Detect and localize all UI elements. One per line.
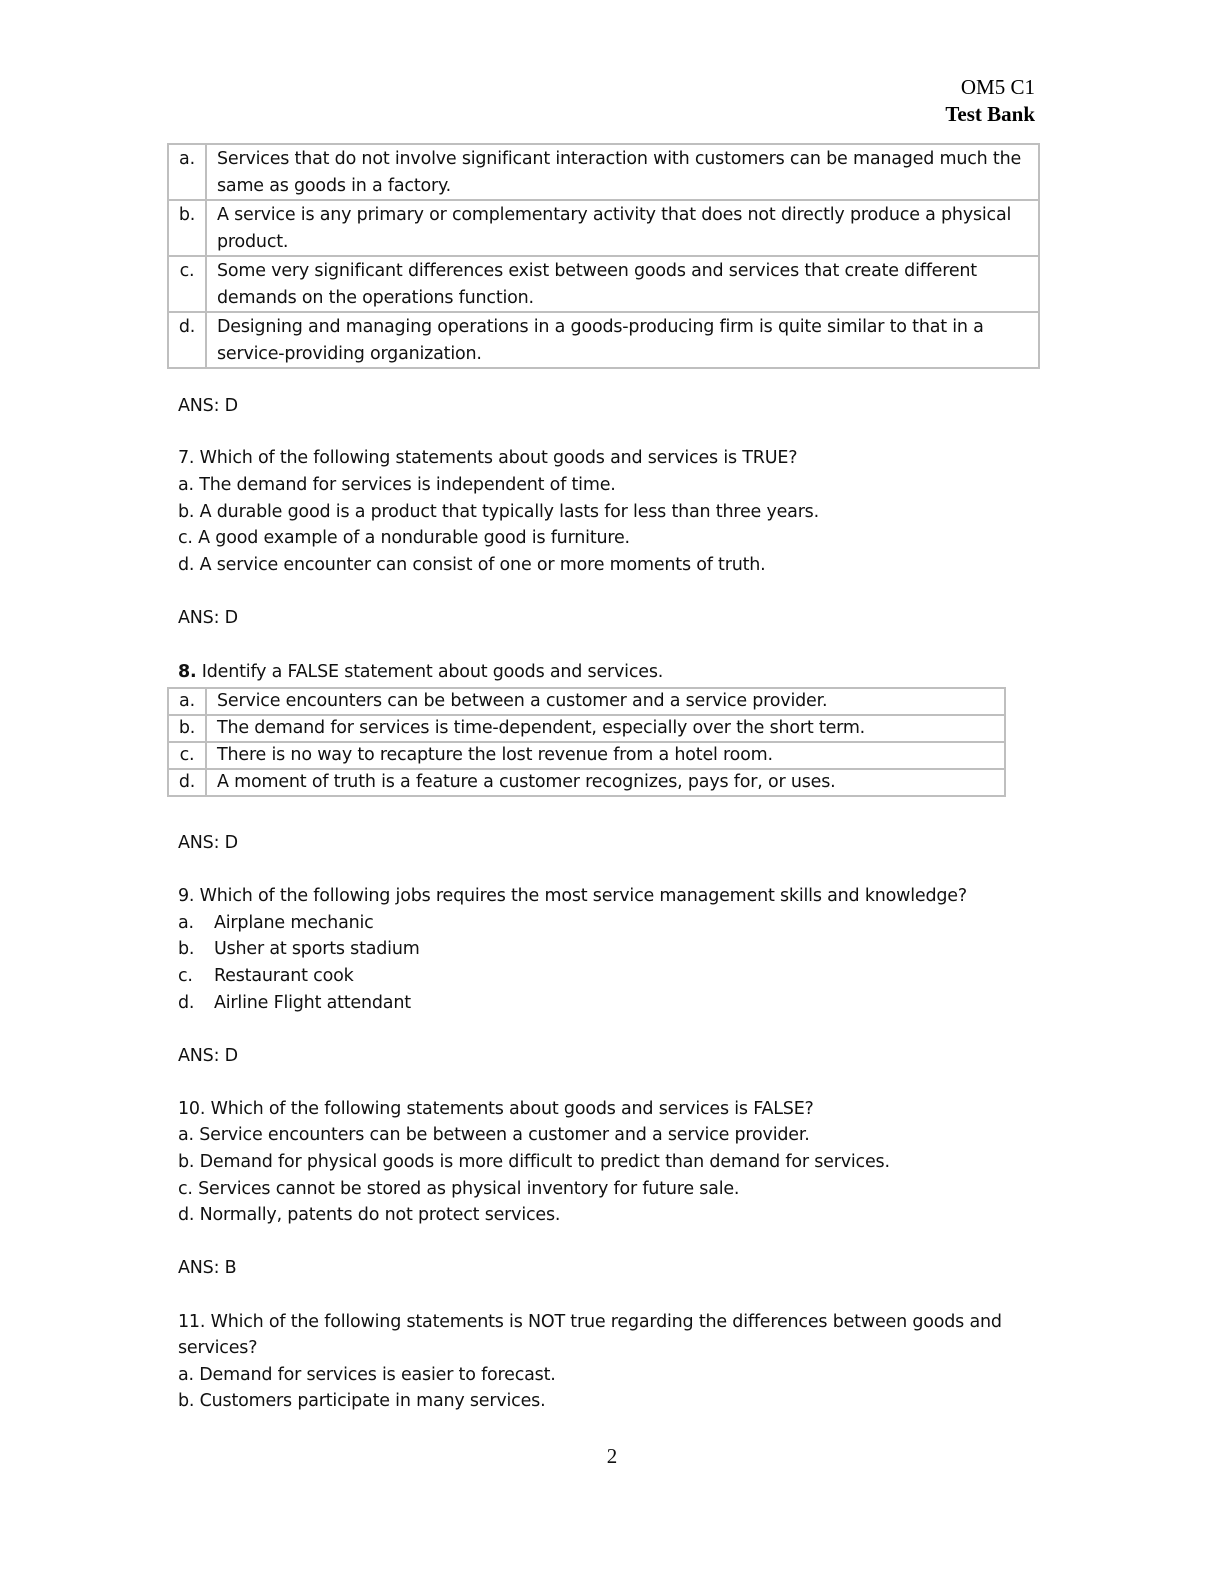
q10-question: 10. Which of the following statements about goods and services is FALSE? [178,1099,814,1119]
page-header [945,74,1035,128]
option-text: Designing and managing operations in a goods-producing firm is quite similar to that in a service-providing organization. [206,312,1039,368]
q8-number: 8. [178,662,197,682]
q8-question [178,662,663,682]
header-title: Test Bank [945,102,1035,126]
q9-option-d: d. Airline Flight attendant [178,993,411,1013]
option-text: Service encounters can be between a customer and a service provider. [206,688,1005,715]
option-text: The demand for services is time-dependent, especially over the short term. [206,715,1005,742]
q7-question: 7. Which of the following statements about goods and services is TRUE? [178,448,798,468]
q9-question: 9. Which of the following jobs requires the most service management skills and knowledge? [178,886,967,906]
header-course: OM5 C1 [960,75,1035,99]
option-label: b. [168,200,206,256]
q7-answer: ANS: D [178,608,238,628]
q9-answer: ANS: D [178,1046,238,1066]
q11-question-line1: 11. Which of the following statements is NOT true regarding the differences between goods and [178,1312,1002,1332]
q10-answer: ANS: B [178,1258,237,1278]
table-row [168,312,1039,368]
q10-option-b: b. Demand for physical goods is more difficult to predict than demand for services. [178,1152,890,1172]
option-label: d. [168,312,206,368]
table-row [168,200,1039,256]
q6-answer: ANS: D [178,396,238,416]
q10-option-a: a. Service encounters can be between a customer and a service provider. [178,1125,810,1145]
table-row [168,769,1005,796]
q9-option-c: c. Restaurant cook [178,966,354,986]
option-text: A moment of truth is a feature a customer recognizes, pays for, or uses. [206,769,1005,796]
option-label: d. [168,769,206,796]
page-number: 2 [606,1444,618,1468]
q10-option-c: c. Services cannot be stored as physical inventory for future sale. [178,1179,740,1199]
table-row [168,144,1039,200]
option-label: b. [168,715,206,742]
table-row [168,256,1039,312]
option-label: c. [168,256,206,312]
table-row [168,715,1005,742]
table-row [168,688,1005,715]
option-label: a. [168,144,206,200]
q8-options-table [167,687,1006,797]
option-text: Services that do not involve significant interaction with customers can be managed much the same as goods in a factory. [206,144,1039,200]
q7-option-a: a. The demand for services is independent of time. [178,475,616,495]
option-text: A service is any primary or complementary activity that does not directly produce a physical product. [206,200,1039,256]
q11-option-a: a. Demand for services is easier to forecast. [178,1365,556,1385]
q9-option-b: b. Usher at sports stadium [178,939,420,959]
q7-option-b: b. A durable good is a product that typically lasts for less than three years. [178,502,819,522]
option-text: Some very significant differences exist between goods and services that create different demands on the operations function. [206,256,1039,312]
q8-answer: ANS: D [178,833,238,853]
q9-option-a: a. Airplane mechanic [178,913,374,933]
table-row [168,742,1005,769]
q11-option-b: b. Customers participate in many services. [178,1391,546,1411]
option-label: c. [168,742,206,769]
q7-option-d: d. A service encounter can consist of one or more moments of truth. [178,555,766,575]
q7-option-c: c. A good example of a nondurable good is furniture. [178,528,630,548]
q6-options-table [167,143,1040,369]
option-text: There is no way to recapture the lost revenue from a hotel room. [206,742,1005,769]
q11-question-line2: services? [178,1338,258,1358]
q8-question-text: Identify a FALSE statement about goods and services. [196,662,664,682]
q10-option-d: d. Normally, patents do not protect services. [178,1205,561,1225]
option-label: a. [168,688,206,715]
